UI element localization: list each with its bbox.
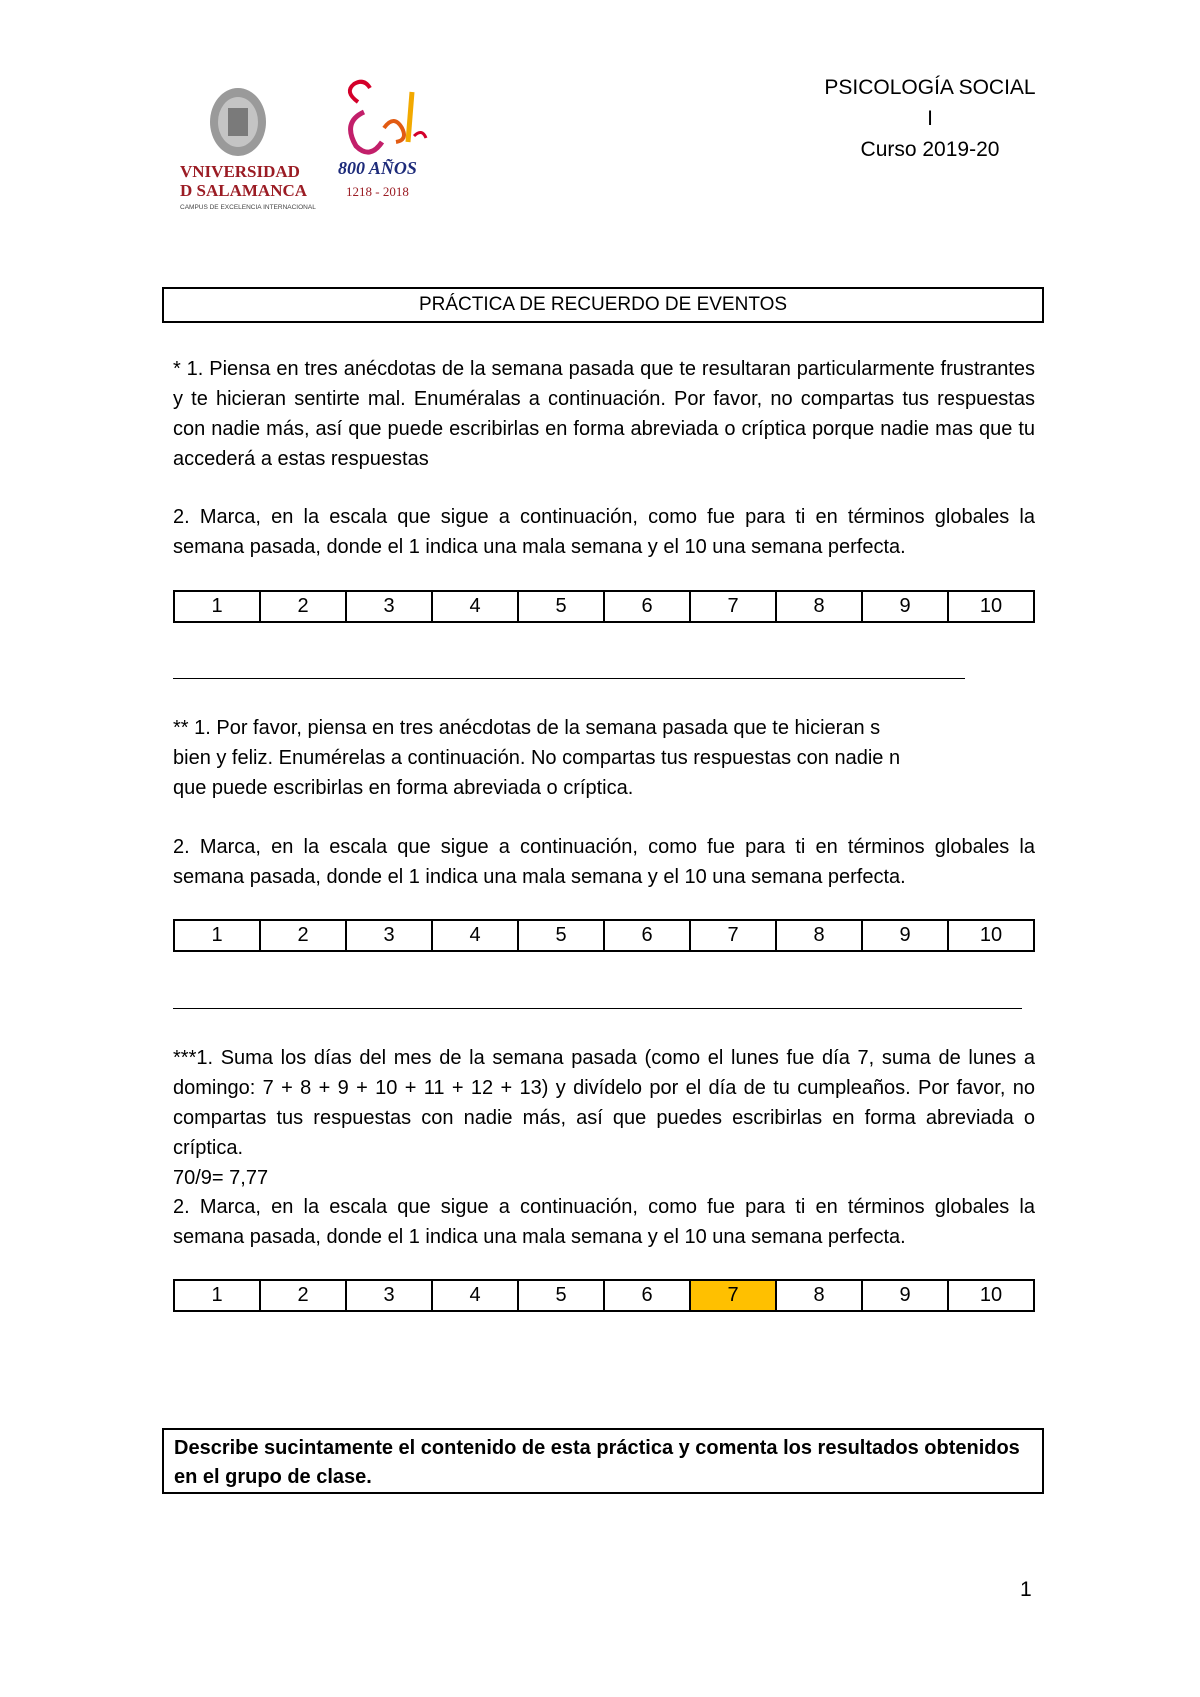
section2-q1-line1: ** 1. Por favor, piensa en tres anécdotas de la semana pasada que te hicieran s (173, 717, 881, 739)
section3-question2 (173, 1192, 1035, 1252)
scale-cell-10[interactable]: 10 (948, 591, 1034, 622)
section1-q1-text: * 1. Piensa en tres anécdotas de la semana pasada que te resultaran particularmente frustrantes y te hicieran sentirte mal. Enuméralas a continuación. Por favor, no compartas tus respuestas con nadie más, así que puede escribirlas en forma abreviada o críptica porque nadie mas que tu accederá a estas respuestas (173, 358, 1035, 470)
anniversary-logo-icon (350, 82, 426, 152)
page-number: 1 (1020, 1578, 1032, 1601)
scale-cell-4[interactable]: 4 (432, 920, 518, 951)
section3-q2-text: 2. Marca, en la escala que sigue a continuación, como fue para ti en términos globales la semana pasada, donde el 1 indica una mala semana y el 10 una semana perfecta. (173, 1196, 1035, 1248)
divider-line (173, 1008, 1022, 1009)
scale-cell-7[interactable]: 7 (690, 591, 776, 622)
scale-cell-10[interactable]: 10 (948, 920, 1034, 951)
logos (170, 72, 470, 232)
scale-cell-3[interactable]: 3 (346, 591, 432, 622)
section3-question1 (173, 1043, 1035, 1193)
scale-row (174, 920, 1034, 951)
course-year: Curso 2019-20 (860, 138, 1000, 161)
course-header (820, 72, 1040, 165)
svg-text:CAMPUS DE EXCELENCIA INTERNACI: CAMPUS DE EXCELENCIA INTERNACIONAL (180, 204, 316, 211)
university-crest-icon (210, 88, 266, 156)
scale-cell-5[interactable]: 5 (518, 1280, 604, 1311)
rating-scale-3[interactable] (173, 1279, 1035, 1312)
section3-answer: 70/9= 7,77 (173, 1167, 269, 1189)
scale-cell-8[interactable]: 8 (776, 1280, 862, 1311)
scale-cell-3[interactable]: 3 (346, 1280, 432, 1311)
scale-row (174, 591, 1034, 622)
scale-cell-2[interactable]: 2 (260, 920, 346, 951)
scale-cell-4[interactable]: 4 (432, 591, 518, 622)
section2-question2 (173, 832, 1035, 892)
scale-cell-1[interactable]: 1 (174, 591, 260, 622)
section2-q1-line2: bien y feliz. Enumérelas a continuación. No compartas tus respuestas con nadie n (173, 747, 901, 769)
section2-q1-line3: que puede escribirlas en forma abreviada o críptica. (173, 777, 634, 799)
svg-text:800 AÑOS: 800 AÑOS (338, 158, 417, 178)
scale-cell-4[interactable]: 4 (432, 1280, 518, 1311)
scale-cell-10[interactable]: 10 (948, 1280, 1034, 1311)
svg-text:VNIVERSIDAD: VNIVERSIDAD (180, 162, 300, 181)
section1-question1 (173, 354, 1035, 474)
scale-cell-1[interactable]: 1 (174, 1280, 260, 1311)
scale-cell-8[interactable]: 8 (776, 920, 862, 951)
svg-text:1218 - 2018: 1218 - 2018 (346, 184, 409, 199)
section2-q2-text: 2. Marca, en la escala que sigue a continuación, como fue para ti en términos globales la semana pasada, donde el 1 indica una mala semana y el 10 una semana perfecta. (173, 836, 1035, 888)
scale-cell-7[interactable]: 7 (690, 1280, 776, 1311)
rating-scale-1[interactable] (173, 590, 1035, 623)
scale-cell-9[interactable]: 9 (862, 591, 948, 622)
section1-question2 (173, 502, 1035, 562)
section3-q1-text: ***1. Suma los días del mes de la semana pasada (como el lunes fue día 7, suma de lunes a domingo: 7 + 8 + 9 + 10 + 11 + 12 + 13) y divídelo por el día de tu cumpleaños. Por favor, no compartas tus respuestas con nadie más, así que puedes escribirlas en forma abreviada o críptica. (173, 1047, 1035, 1159)
final-instruction-box: Describe sucintamente el contenido de esta práctica y comenta los resultados obtenidos en el grupo de clase. (162, 1428, 1044, 1494)
scale-cell-2[interactable]: 2 (260, 591, 346, 622)
divider-line (173, 678, 965, 679)
section2-question1 (173, 713, 1035, 803)
scale-cell-5[interactable]: 5 (518, 920, 604, 951)
rating-scale-2[interactable] (173, 919, 1035, 952)
svg-text:D SALAMANCA: D SALAMANCA (180, 181, 308, 200)
scale-cell-9[interactable]: 9 (862, 920, 948, 951)
scale-cell-6[interactable]: 6 (604, 920, 690, 951)
course-title: PSICOLOGÍA SOCIAL I (824, 76, 1036, 130)
scale-cell-6[interactable]: 6 (604, 1280, 690, 1311)
scale-cell-8[interactable]: 8 (776, 591, 862, 622)
scale-cell-6[interactable]: 6 (604, 591, 690, 622)
scale-cell-9[interactable]: 9 (862, 1280, 948, 1311)
page-title: PRÁCTICA DE RECUERDO DE EVENTOS (162, 287, 1044, 323)
scale-cell-5[interactable]: 5 (518, 591, 604, 622)
scale-cell-3[interactable]: 3 (346, 920, 432, 951)
scale-row (174, 1280, 1034, 1311)
scale-cell-1[interactable]: 1 (174, 920, 260, 951)
scale-cell-7[interactable]: 7 (690, 920, 776, 951)
scale-cell-2[interactable]: 2 (260, 1280, 346, 1311)
section1-q2-text: 2. Marca, en la escala que sigue a continuación, como fue para ti en términos globales la semana pasada, donde el 1 indica una mala semana y el 10 una semana perfecta. (173, 506, 1035, 558)
university-logo (170, 72, 470, 232)
